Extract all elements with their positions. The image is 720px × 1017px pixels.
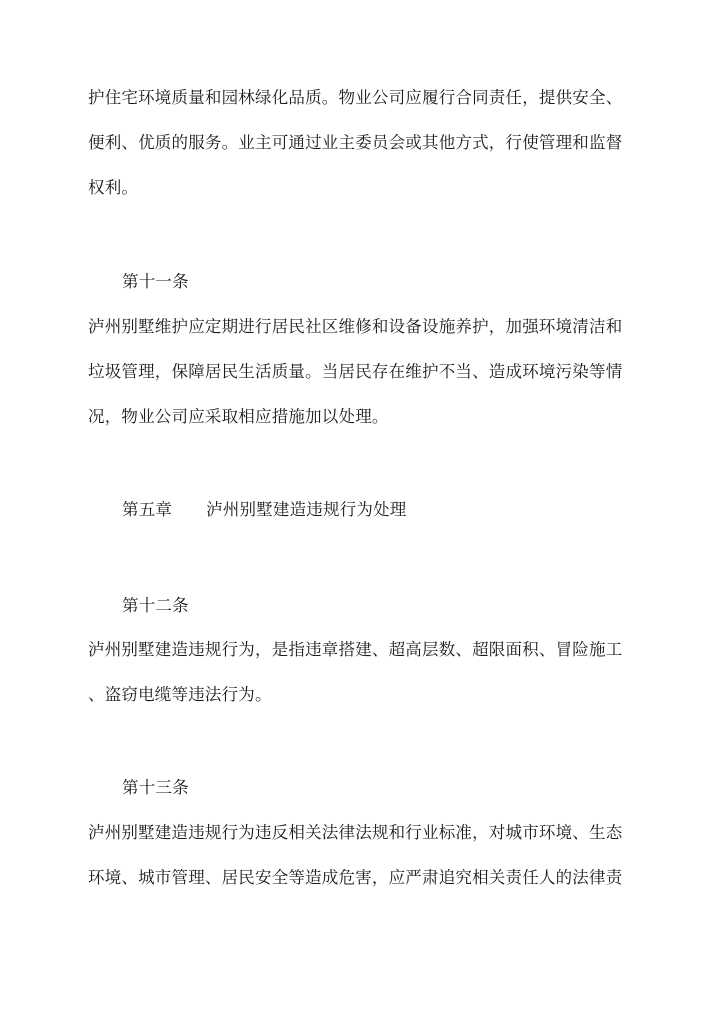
chapter-heading xyxy=(122,500,407,520)
body-text-line: 况，物业公司应采取相应措施加以处理。 xyxy=(88,407,389,426)
chapter-title: 泸州别墅建造违规行为处理 xyxy=(206,500,407,519)
chapter-number: 第五章 xyxy=(122,500,173,519)
body-text-line: 泸州别墅建造违规行为，是指违章搭建、超高层数、超限面积、冒险施工 xyxy=(88,640,623,659)
body-text-line: 垃圾管理，保障居民生活质量。当居民存在维护不当、造成环境污染等情 xyxy=(88,362,623,381)
body-text-line: 环境、城市管理、居民安全等造成危害，应严肃追究相关责任人的法律责 xyxy=(88,868,623,887)
body-text-line: 护住宅环境质量和园林绿化品质。物业公司应履行合同责任，提供安全、 xyxy=(88,88,623,107)
body-text-line: 泸州别墅建造违规行为违反相关法律法规和行业标准，对城市环境、生态 xyxy=(88,823,623,842)
body-text-line: 泸州别墅维护应定期进行居民社区维修和设备设施养护，加强环境清洁和 xyxy=(88,317,623,336)
article-heading: 第十二条 xyxy=(122,596,189,615)
body-text-line: 权利。 xyxy=(88,178,139,197)
body-text-line: 便利、优质的服务。业主可通过业主委员会或其他方式，行使管理和监督 xyxy=(88,133,623,152)
body-text-line: 、盗窃电缆等违法行为。 xyxy=(88,685,272,704)
article-heading: 第十一条 xyxy=(122,272,189,291)
article-heading: 第十三条 xyxy=(122,778,189,797)
